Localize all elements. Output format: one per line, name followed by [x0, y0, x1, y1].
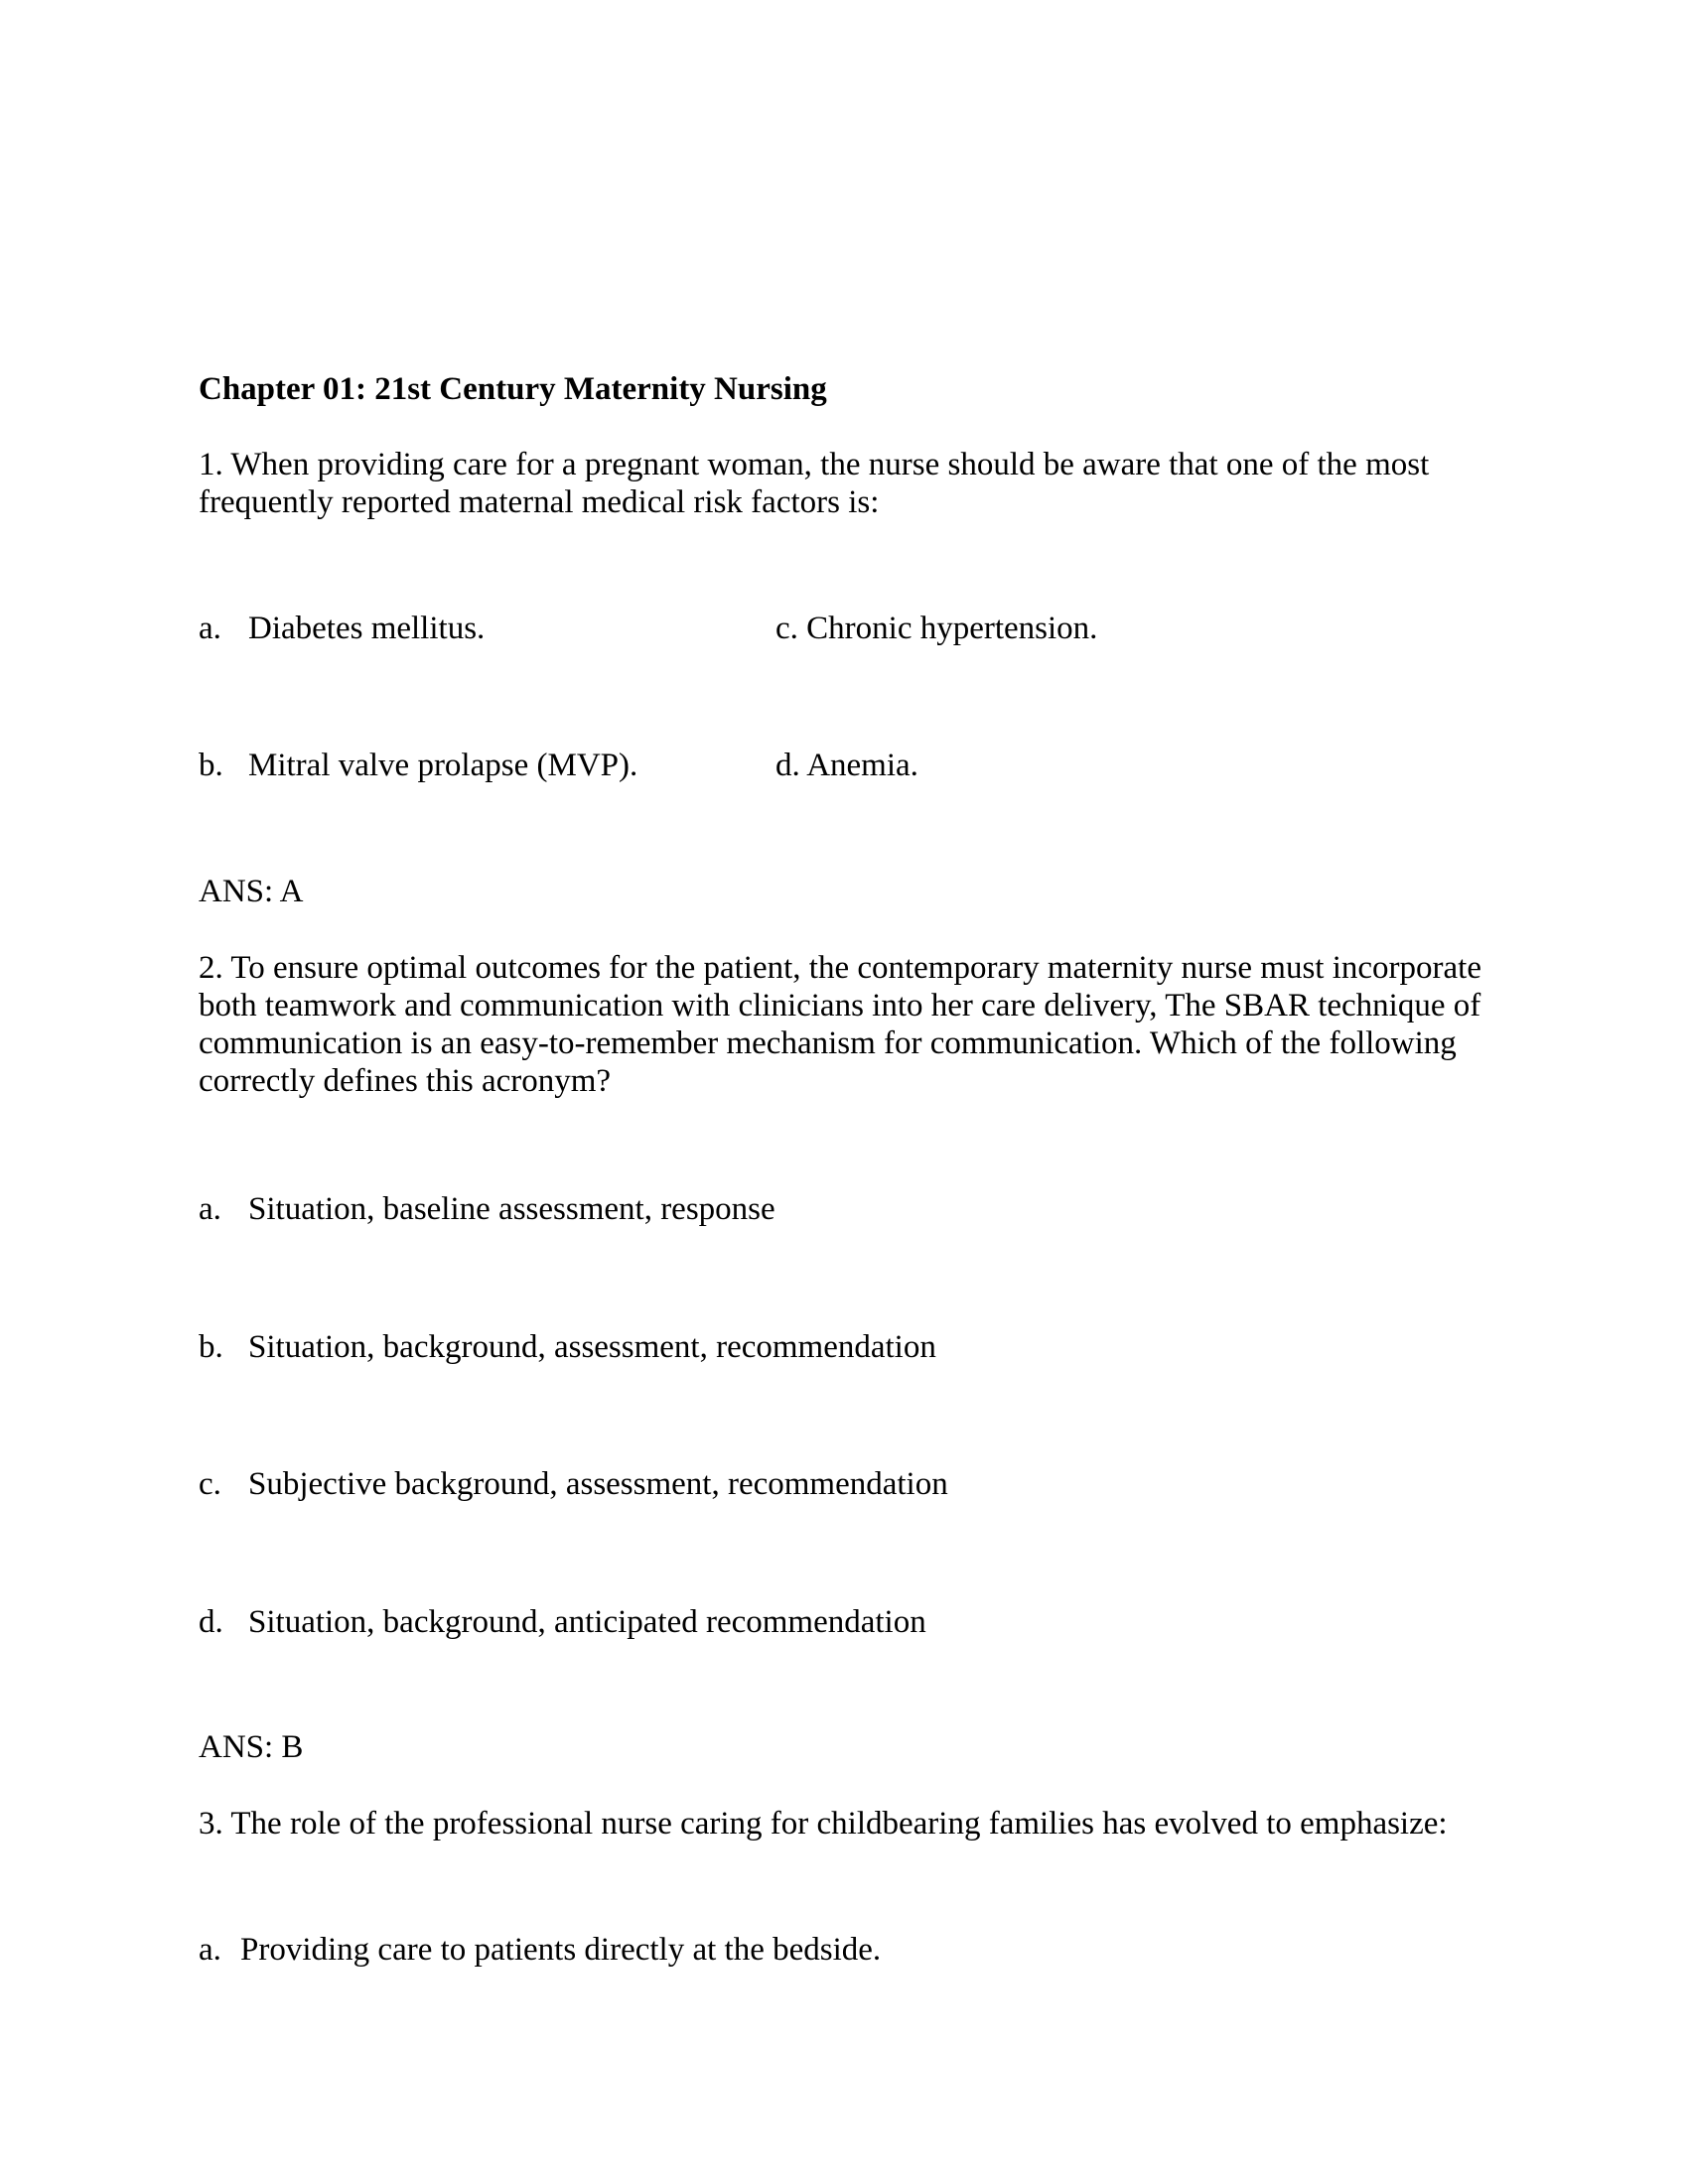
option-text: Diabetes mellitus.	[248, 611, 486, 646]
option-letter: a.	[199, 611, 221, 646]
option-text: Situation, baseline assessment, response	[248, 1191, 775, 1227]
option-text: Anemia.	[806, 748, 918, 783]
question-2-stem: 2. To ensure optimal outcomes for the patient, the contemporary maternity nurse must incorporate both teamwork and communication with clinicians into her care delivery, The SBAR technique of communication is an easy-to-remember mechanism for communication. Which of the following correctly defines this acronym?	[199, 950, 1481, 1099]
option-text: Chronic hypertension.	[806, 611, 1098, 646]
question-2-option-c	[199, 1465, 948, 1503]
option-letter: a.	[199, 1191, 221, 1227]
option-text: Mitral valve prolapse (MVP).	[248, 748, 638, 783]
question-3-option-a	[199, 1931, 881, 1969]
question-1-option-d	[775, 747, 918, 784]
option-letter: d.	[199, 1604, 223, 1640]
question-1-answer: ANS: A	[199, 874, 304, 909]
question-1-option-a	[199, 610, 485, 647]
chapter-title: Chapter 01: 21st Century Maternity Nursing	[199, 371, 827, 407]
option-letter: a.	[199, 1932, 221, 1968]
option-letter: c.	[775, 611, 798, 646]
question-1-stem: 1. When providing care for a pregnant woman, the nurse should be aware that one of the most frequently reported maternal medical risk factors is:	[199, 447, 1430, 520]
option-text: Situation, background, assessment, recommendation	[248, 1329, 936, 1365]
option-text: Situation, background, anticipated recommendation	[248, 1604, 926, 1640]
question-2-option-a	[199, 1190, 775, 1228]
option-text: Subjective background, assessment, recommendation	[248, 1466, 948, 1502]
option-letter: b.	[199, 1329, 223, 1365]
question-2-answer: ANS: B	[199, 1729, 304, 1765]
question-1-option-b	[199, 747, 637, 784]
option-text: Providing care to patients directly at the bedside.	[240, 1932, 882, 1968]
option-letter: b.	[199, 748, 223, 783]
question-2-option-b	[199, 1328, 936, 1366]
question-1-option-c	[775, 610, 1097, 647]
question-3-stem: 3. The role of the professional nurse caring for childbearing families has evolved to emphasize:	[199, 1806, 1448, 1842]
question-2-option-d	[199, 1603, 926, 1641]
option-letter: c.	[199, 1466, 221, 1502]
option-letter: d.	[775, 748, 800, 783]
